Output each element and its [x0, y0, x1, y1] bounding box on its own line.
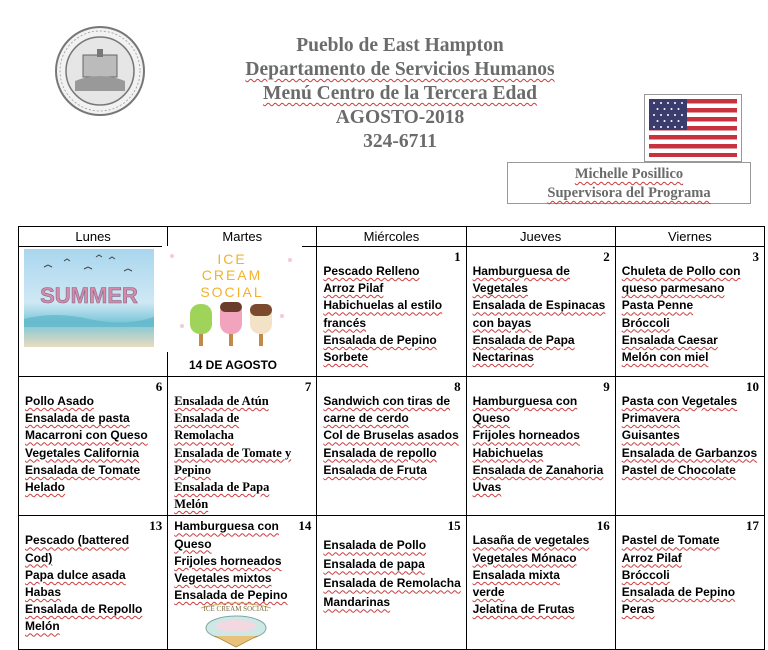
weekday-thursday: Jueves [466, 227, 615, 247]
day-cell [466, 247, 615, 377]
supervisor-title: Supervisora del Programa [547, 185, 711, 201]
social-text-ice: ICE [217, 251, 247, 267]
supervisor-box [507, 162, 751, 204]
menu-item: Habichuelas [472, 445, 544, 460]
menu-item: Melón con miel [621, 350, 709, 365]
menu-item: Bróccoli [621, 567, 670, 582]
menu-items [25, 532, 163, 635]
menu-item: Queso [472, 411, 510, 426]
ice-cream-social-small-image [195, 600, 277, 648]
menu-item: Vegetales [472, 281, 528, 296]
menu-item: Pastel de Tomate [621, 533, 720, 548]
menu-item: Helado [25, 480, 66, 495]
menu-item: Pasta con Vegetales [621, 394, 738, 408]
day-cell [19, 516, 168, 650]
menu-item: Frijoles horneados [472, 428, 580, 443]
menu-items [323, 393, 461, 479]
calendar-week-row [19, 516, 765, 650]
menu-item: queso parmesano [621, 281, 725, 296]
day-number: 14 [298, 518, 312, 534]
day-number: 17 [746, 518, 759, 534]
header-month: AGOSTO-2018 [335, 107, 465, 128]
day-cell [466, 377, 615, 516]
menu-item: Hamburguesa con [174, 519, 279, 534]
menu-item: Chuleta de Pollo con [621, 264, 741, 278]
day-number: 7 [304, 379, 312, 394]
menu-items [25, 393, 163, 496]
menu-item: verde [472, 585, 505, 600]
day-number: 16 [596, 518, 610, 534]
menu-item: con bayas [472, 315, 532, 330]
menu-item: Ensalada de Papa [174, 480, 270, 495]
menu-item: Pollo Asado [25, 394, 94, 408]
menu-item: Ensalada de Pollo [323, 538, 427, 553]
menu-item: Arroz Pilaf [323, 281, 384, 296]
calendar-week-row [19, 377, 765, 516]
menu-item: Remolacha [174, 428, 234, 443]
header-town: Pueblo de East Hampton [296, 35, 504, 56]
menu-item: Ensalada de Fruta [323, 462, 427, 477]
menu-item: Sandwich con tiras de [323, 394, 451, 408]
header-phone: 324-6711 [363, 131, 437, 152]
menu-items [473, 532, 611, 618]
menu-item: Mandarinas [323, 595, 391, 610]
menu-item: Hamburguesa de [472, 264, 570, 278]
menu-items [622, 532, 760, 618]
header-block [200, 34, 600, 154]
menu-item: Ensalada de Pepino [621, 585, 736, 600]
header-department: Departamento de Servicios Humanos [245, 59, 555, 80]
day-number: 10 [746, 379, 759, 394]
menu-item: Bróccoli [621, 315, 670, 330]
social-text-cream: CREAM [201, 267, 263, 283]
menu-item: Peras [621, 602, 655, 617]
weekday-tuesday: Martes [168, 227, 317, 247]
menu-items [174, 393, 312, 513]
menu-item: Habichuelas al estilo [323, 298, 443, 313]
weekday-header-row [19, 227, 765, 247]
day-number: 9 [603, 379, 610, 394]
header-center-menu: Menú Centro de la Tercera Edad [263, 83, 537, 104]
menu-item: Cod) [25, 550, 53, 565]
menu-items [323, 536, 461, 612]
menu-item: Pastel de Chocolate [621, 462, 736, 477]
menu-item: Ensalada Caesar [621, 332, 718, 347]
menu-item: Habas [25, 585, 62, 600]
menu-item: Vegetales Mónaco [472, 550, 577, 565]
menu-item: Ensalada de Pepino [323, 332, 437, 347]
menu-item: Arroz Pilaf [621, 550, 682, 565]
day-cell [615, 247, 764, 377]
menu-item: Ensalada de Papa [472, 332, 575, 347]
day-cell [317, 516, 466, 650]
menu-item: Ensalada de Atún [174, 394, 269, 408]
day-number: 13 [149, 518, 163, 534]
day-number: 6 [155, 379, 163, 394]
menu-item: Hamburguesa con [472, 394, 578, 408]
menu-item: Pasta Penne [621, 298, 694, 313]
summer-text: SUMMER [40, 283, 138, 308]
menu-item: francés [323, 315, 367, 330]
menu-item: Ensalada de Zanahoria [472, 462, 604, 477]
social-text-social: SOCIAL [200, 284, 264, 300]
day-number: 3 [752, 249, 759, 264]
menu-item: Ensalada de pasta [25, 411, 130, 426]
menu-items [622, 393, 760, 479]
menu-item: Pescado Relleno [323, 264, 420, 278]
menu-item: Ensalada de Garbanzos [621, 445, 758, 460]
day-number: 2 [603, 249, 610, 264]
tiny-social-text: ICE CREAM SOCIAL [203, 605, 269, 613]
day-cell [615, 377, 764, 516]
ice-cream-social-image [162, 246, 302, 352]
menu-item: Col de Bruselas asados [323, 428, 459, 443]
day-cell [466, 516, 615, 650]
menu-item: Nectarinas [472, 350, 534, 365]
menu-items [622, 263, 760, 366]
menu-item: Queso [174, 536, 212, 551]
day-number: 1 [454, 249, 461, 264]
summer-image [24, 249, 154, 347]
menu-item: Pescado (battered [25, 533, 130, 548]
day-cell [317, 247, 466, 377]
menu-items [323, 263, 461, 366]
us-flag-frame [644, 94, 742, 162]
menu-item: Jelatina de Frutas [472, 602, 575, 617]
menu-item: Guisantes [621, 428, 680, 443]
menu-item: Lasaña de vegetales [472, 533, 590, 548]
menu-item: Pepino [174, 462, 211, 477]
weekday-wednesday: Miércoles [317, 227, 466, 247]
menu-item: Ensalada de Tomate [25, 462, 141, 477]
menu-items [473, 393, 611, 496]
menu-item: Ensalada de Remolacha [323, 576, 461, 591]
menu-items [174, 518, 312, 604]
town-seal-logo [53, 25, 147, 117]
menu-item: Ensalada mixta [472, 567, 560, 582]
us-flag-icon [649, 99, 737, 157]
menu-items [473, 263, 611, 366]
menu-item: Ensalada de papa [323, 557, 425, 572]
menu-item: Ensalada de Espinacas [472, 298, 606, 313]
day-number: 8 [454, 379, 461, 394]
day-number: 15 [447, 518, 461, 534]
weekday-friday: Viernes [615, 227, 764, 247]
menu-item: Frijoles horneados [174, 553, 282, 568]
menu-item: Vegetales California [25, 445, 140, 460]
menu-item: Ensalada de Pepino [174, 588, 288, 603]
menu-item: Primavera [621, 411, 680, 426]
menu-item: Ensalada de Tomate y [174, 445, 292, 460]
menu-item: Melón [25, 619, 60, 634]
day-cell [168, 377, 317, 516]
menu-item: Ensalada de [174, 411, 240, 426]
menu-item: Melón [174, 497, 209, 512]
weekday-monday: Lunes [19, 227, 168, 247]
menu-item: Sorbete [323, 350, 369, 365]
menu-item: Ensalada de Repollo [25, 602, 143, 617]
day-cell [615, 516, 764, 650]
menu-item: Uvas [472, 480, 502, 495]
social-date: 14 DE AGOSTO [188, 358, 278, 372]
menu-item: Papa dulce asada [25, 567, 126, 582]
menu-item: Macarroni con Queso [25, 428, 148, 443]
day-cell [19, 377, 168, 516]
menu-item: carne de cerdo [323, 411, 409, 426]
day-cell [317, 377, 466, 516]
menu-item: Vegetales mixtos [174, 571, 272, 586]
menu-item: Ensalada de repollo [323, 445, 437, 460]
supervisor-name: Michelle Posillico [574, 166, 684, 182]
